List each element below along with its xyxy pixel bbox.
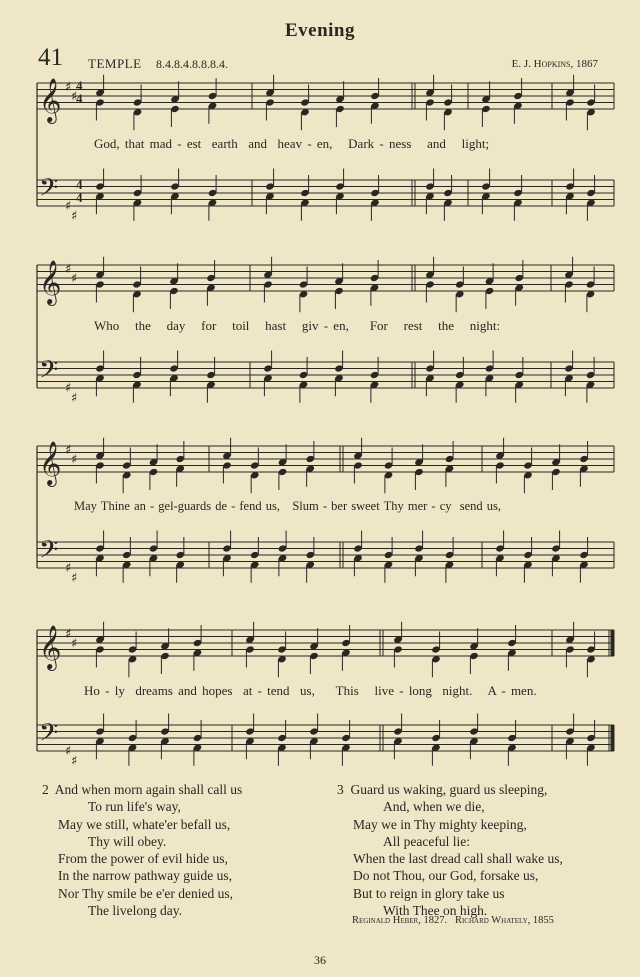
sharp-icon: ♯ (71, 636, 78, 652)
sharp-icon: ♯ (65, 79, 72, 95)
meter: 8.4.8.4.8.8.8.4. (156, 57, 228, 71)
verse-line: To run life's way, (88, 799, 181, 815)
verse-line: But to reign in glory take us (353, 885, 505, 901)
sharp-icon: ♯ (65, 561, 72, 576)
bass-clef-icon: 𝄢 (39, 535, 59, 571)
hymn-credits: Reginald Heber, 1827. Richard Whately, 1855 (352, 915, 554, 926)
verse-line: And when morn again shall call us (54, 782, 243, 797)
sharp-icon: ♯ (65, 199, 72, 214)
sharp-icon: ♯ (71, 208, 78, 224)
verse-line: From the power of evil hide us, (58, 851, 228, 867)
verse-line: Do not Thou, our God, forsake us, (353, 868, 539, 884)
hymn-title: Evening (284, 20, 356, 41)
sharp-icon: ♯ (71, 570, 78, 586)
tune-name: TEMPLE (88, 56, 142, 71)
verse-line: When the last dread call shall wake us, (353, 851, 563, 867)
sharp-icon: ♯ (65, 626, 72, 642)
sharp-icon: ♯ (71, 452, 78, 468)
verse-line: Nor Thy smile be e'er denied us, (58, 885, 234, 901)
sharp-icon: ♯ (65, 442, 72, 458)
bass-clef-icon: 𝄢 (39, 718, 59, 754)
verse-line: All peaceful lie: (383, 833, 470, 849)
treble-clef-icon: 𝄞 (39, 441, 62, 485)
verse-line: May we still, whate'er befall us, (58, 816, 231, 832)
treble-clef-icon: 𝄞 (39, 625, 62, 669)
sharp-icon: ♯ (71, 271, 78, 287)
hymn-number: 41 (38, 44, 63, 71)
page-number: 36 (314, 953, 326, 967)
lyric-line-4: Ho - ly dreams and hopes at - tend us, This live - long night. A - men. (84, 683, 537, 698)
bass-clef-icon: 𝄢 (39, 355, 59, 391)
verse-number: 2 (42, 782, 49, 797)
verse-line: And, when we die, (383, 799, 485, 815)
bass-clef-icon: 𝄢 (39, 173, 59, 209)
lyric-line-1: God, that mad - est earth and heav - en, Dark - ness and light; (94, 136, 490, 151)
composer: E. J. Hopkins, 1867 (511, 58, 598, 70)
time-signature: 4 (76, 91, 83, 106)
treble-clef-icon: 𝄞 (39, 78, 62, 122)
lyric-line-3: May Thine an - gel-guards de - fend us, Slum - ber sweet Thy mer - cy send us, (74, 499, 502, 513)
verse-line: Thy will obey. (88, 833, 167, 849)
verse-2 (42, 781, 242, 919)
verse-3 (337, 781, 563, 919)
time-signature: 4 (76, 78, 83, 93)
sharp-icon: ♯ (71, 89, 78, 105)
sharp-icon: ♯ (71, 753, 78, 769)
verse-number: 3 (337, 782, 344, 797)
verse-line: In the narrow pathway guide us, (58, 868, 232, 884)
verse-line: With Thee on high. (383, 903, 488, 919)
sharp-icon: ♯ (65, 381, 72, 396)
sharp-icon: ♯ (65, 744, 72, 759)
time-signature: 4 (76, 190, 83, 205)
sharp-icon: ♯ (65, 261, 72, 277)
time-signature: 4 (76, 177, 83, 192)
verse-line: The livelong day. (88, 903, 182, 919)
verse-line: May we in Thy mighty keeping, (353, 816, 527, 832)
sharp-icon: ♯ (71, 390, 78, 406)
treble-clef-icon: 𝄞 (39, 260, 62, 304)
verse-line: Guard us waking, guard us sleeping, (350, 782, 548, 797)
lyric-line-2: Who the day for toil hast giv - en, For rest the night: (94, 318, 501, 333)
